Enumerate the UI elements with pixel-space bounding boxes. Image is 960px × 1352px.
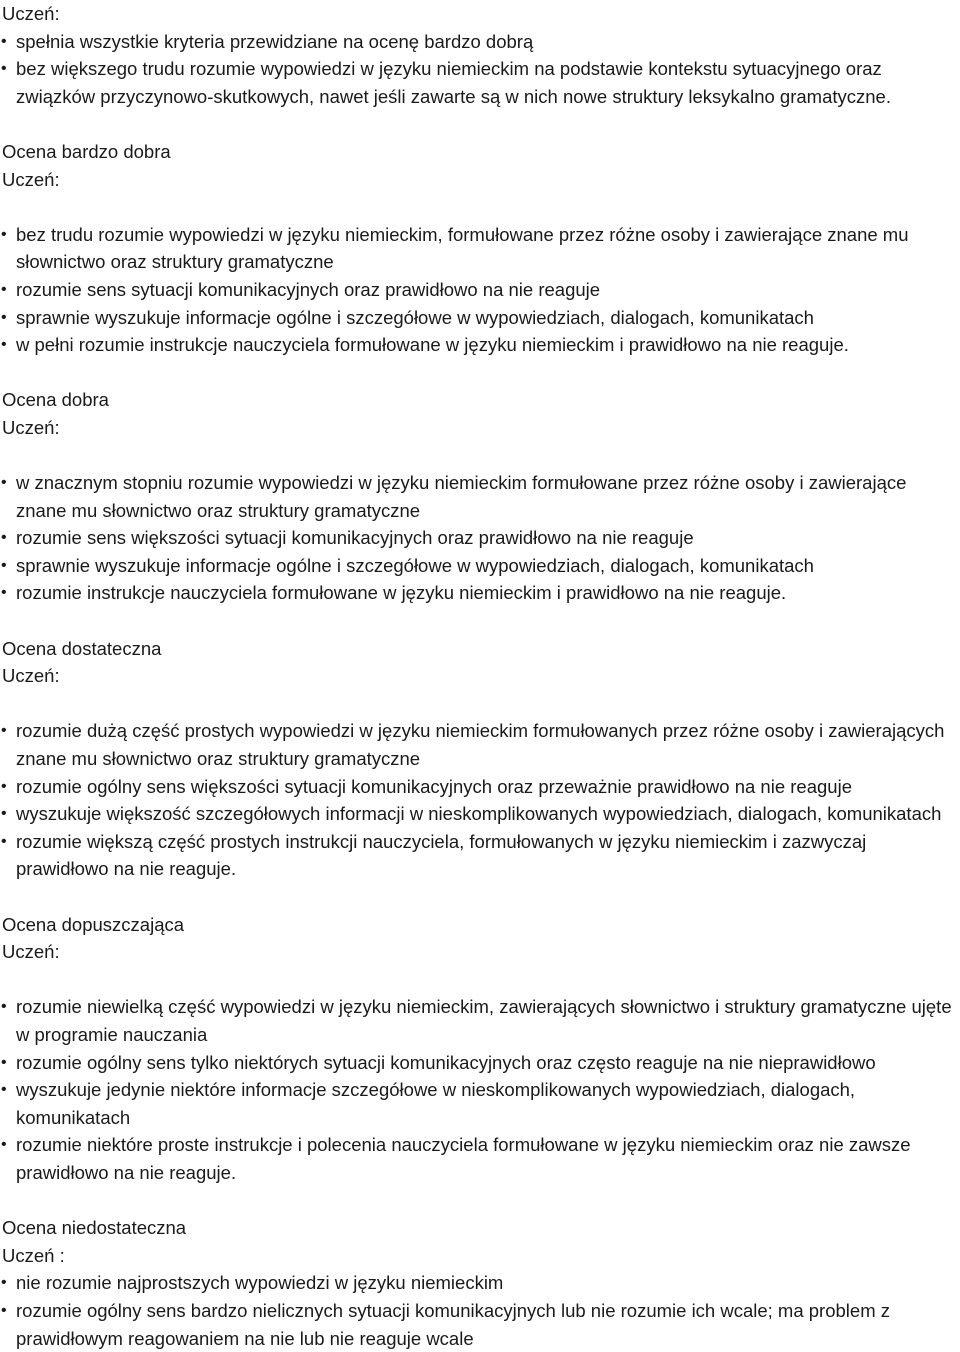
list-item: • bez trudu rozumie wypowiedzi w języku niemieckim, formułowane przez różne osoby i zawierające znane mu słownictwo oraz struktury gramatyczne bbox=[0, 221, 960, 276]
list-item: • bez większego trudu rozumie wypowiedzi w języku niemieckim na podstawie kontekstu sytuacyjnego oraz związków przyczynowo-skutkowych, nawet jeśli zawarte są w nich nowe struktury leksykalno gramatyczne. bbox=[0, 55, 960, 110]
list-item: • rozumie sens sytuacji komunikacyjnych oraz prawidłowo na nie reaguje bbox=[0, 276, 960, 304]
criteria-list bbox=[0, 993, 960, 1186]
list-item: • rozumie niewielką część wypowiedzi w języku niemieckim, zawierających słownictwo i struktury gramatyczne ujęte w programie nauczania bbox=[0, 993, 960, 1048]
criteria-list bbox=[0, 221, 960, 359]
section-heading: Ocena dostateczna bbox=[2, 637, 162, 659]
bullet-icon: • bbox=[1, 1053, 7, 1071]
criteria-list bbox=[0, 717, 960, 883]
list-item: • rozumie niektóre proste instrukcje i polecenia nauczyciela formułowane w języku niemieckim oraz nie zawsze prawidłowo na nie reaguje. bbox=[0, 1131, 960, 1186]
bullet-icon: • bbox=[1, 474, 7, 492]
bullet-icon: • bbox=[1, 832, 7, 850]
list-item: • w znacznym stopniu rozumie wypowiedzi w języku niemieckim formułowane przez różne osoby i zawierające znane mu słownictwo oraz struktury gramatyczne bbox=[0, 469, 960, 524]
student-label: Uczeń: bbox=[2, 665, 60, 687]
section-grade-insufficient bbox=[0, 1187, 960, 1352]
criteria-list bbox=[0, 1269, 960, 1352]
bullet-icon: • bbox=[1, 998, 7, 1016]
bullet-icon: • bbox=[1, 584, 7, 602]
list-item: • rozumie instrukcje nauczyciela formułowane w języku niemieckim i prawidłowo na nie reaguje. bbox=[0, 579, 960, 607]
section-heading: Ocena dobra bbox=[2, 389, 109, 411]
bullet-icon: • bbox=[1, 722, 7, 740]
section-grade-very-good bbox=[0, 110, 960, 358]
list-item: • rozumie ogólny sens tylko niektórych sytuacji komunikacyjnych oraz często reaguje na nie nieprawidłowo bbox=[0, 1049, 960, 1077]
criteria-list bbox=[0, 469, 960, 607]
bullet-icon: • bbox=[1, 280, 7, 298]
student-label: Uczeń: bbox=[2, 416, 60, 438]
section-heading: Ocena dopuszczająca bbox=[2, 913, 185, 935]
bullet-icon: • bbox=[1, 1301, 7, 1319]
list-item: • rozumie sens większości sytuacji komunikacyjnych oraz prawidłowo na nie reaguje bbox=[0, 524, 960, 552]
list-item: • spełnia wszystkie kryteria przewidziane na ocenę bardzo dobrą bbox=[0, 28, 960, 56]
list-item: • sprawnie wyszukuje informacje ogólne i szczegółowe w wypowiedziach, dialogach, komunikatach bbox=[0, 304, 960, 332]
student-label: Uczeń: bbox=[2, 941, 60, 963]
bullet-icon: • bbox=[1, 777, 7, 795]
bullet-icon: • bbox=[1, 556, 7, 574]
student-label: Uczeń : bbox=[2, 1244, 65, 1266]
bullet-icon: • bbox=[1, 308, 7, 326]
bullet-icon: • bbox=[1, 529, 7, 547]
bullet-icon: • bbox=[1, 1136, 7, 1154]
student-label: Uczeń: bbox=[2, 168, 60, 190]
list-item: • w pełni rozumie instrukcje nauczyciela formułowane w języku niemieckim i prawidłowo na nie reaguje. bbox=[0, 331, 960, 359]
section-grade-good bbox=[0, 359, 960, 607]
section-heading: Ocena niedostateczna bbox=[2, 1217, 187, 1239]
section-heading: Ocena bardzo dobra bbox=[2, 140, 171, 162]
intro-section bbox=[0, 0, 960, 110]
list-item: • rozumie większą część prostych instrukcji nauczyciela, formułowanych w języku niemieckim i zazwyczaj prawidłowo na nie reaguje. bbox=[0, 828, 960, 883]
section-grade-sufficient bbox=[0, 883, 960, 1187]
student-label: Uczeń: bbox=[2, 3, 60, 24]
bullet-icon: • bbox=[1, 805, 7, 823]
list-item: • wyszukuje większość szczegółowych informacji w nieskomplikowanych wypowiedziach, dialogach, komunikatach bbox=[0, 800, 960, 828]
bullet-icon: • bbox=[1, 1274, 7, 1292]
bullet-icon: • bbox=[1, 1081, 7, 1099]
bullet-icon: • bbox=[1, 32, 7, 50]
list-item: • sprawnie wyszukuje informacje ogólne i szczegółowe w wypowiedziach, dialogach, komunikatach bbox=[0, 552, 960, 580]
list-item: • rozumie dużą część prostych wypowiedzi w języku niemieckim formułowanych przez różne osoby i zawierających znane mu słownictwo oraz struktury gramatyczne bbox=[0, 717, 960, 772]
bullet-icon: • bbox=[1, 60, 7, 78]
list-item: • rozumie ogólny sens bardzo nielicznych sytuacji komunikacyjnych lub nie rozumie ich wcale; ma problem z prawidłowym reagowaniem na nie lub nie reaguje wcale bbox=[0, 1297, 960, 1352]
list-item: • rozumie ogólny sens większości sytuacji komunikacyjnych oraz przeważnie prawidłowo na nie reaguje bbox=[0, 773, 960, 801]
section-grade-satisfactory bbox=[0, 607, 960, 883]
bullet-icon: • bbox=[1, 225, 7, 243]
list-item: • wyszukuje jedynie niektóre informacje szczegółowe w nieskomplikowanych wypowiedziach, dialogach, komunikatach bbox=[0, 1076, 960, 1131]
list-item: • nie rozumie najprostszych wypowiedzi w języku niemieckim bbox=[0, 1269, 960, 1297]
bullet-icon: • bbox=[1, 336, 7, 354]
intro-list bbox=[0, 28, 960, 111]
